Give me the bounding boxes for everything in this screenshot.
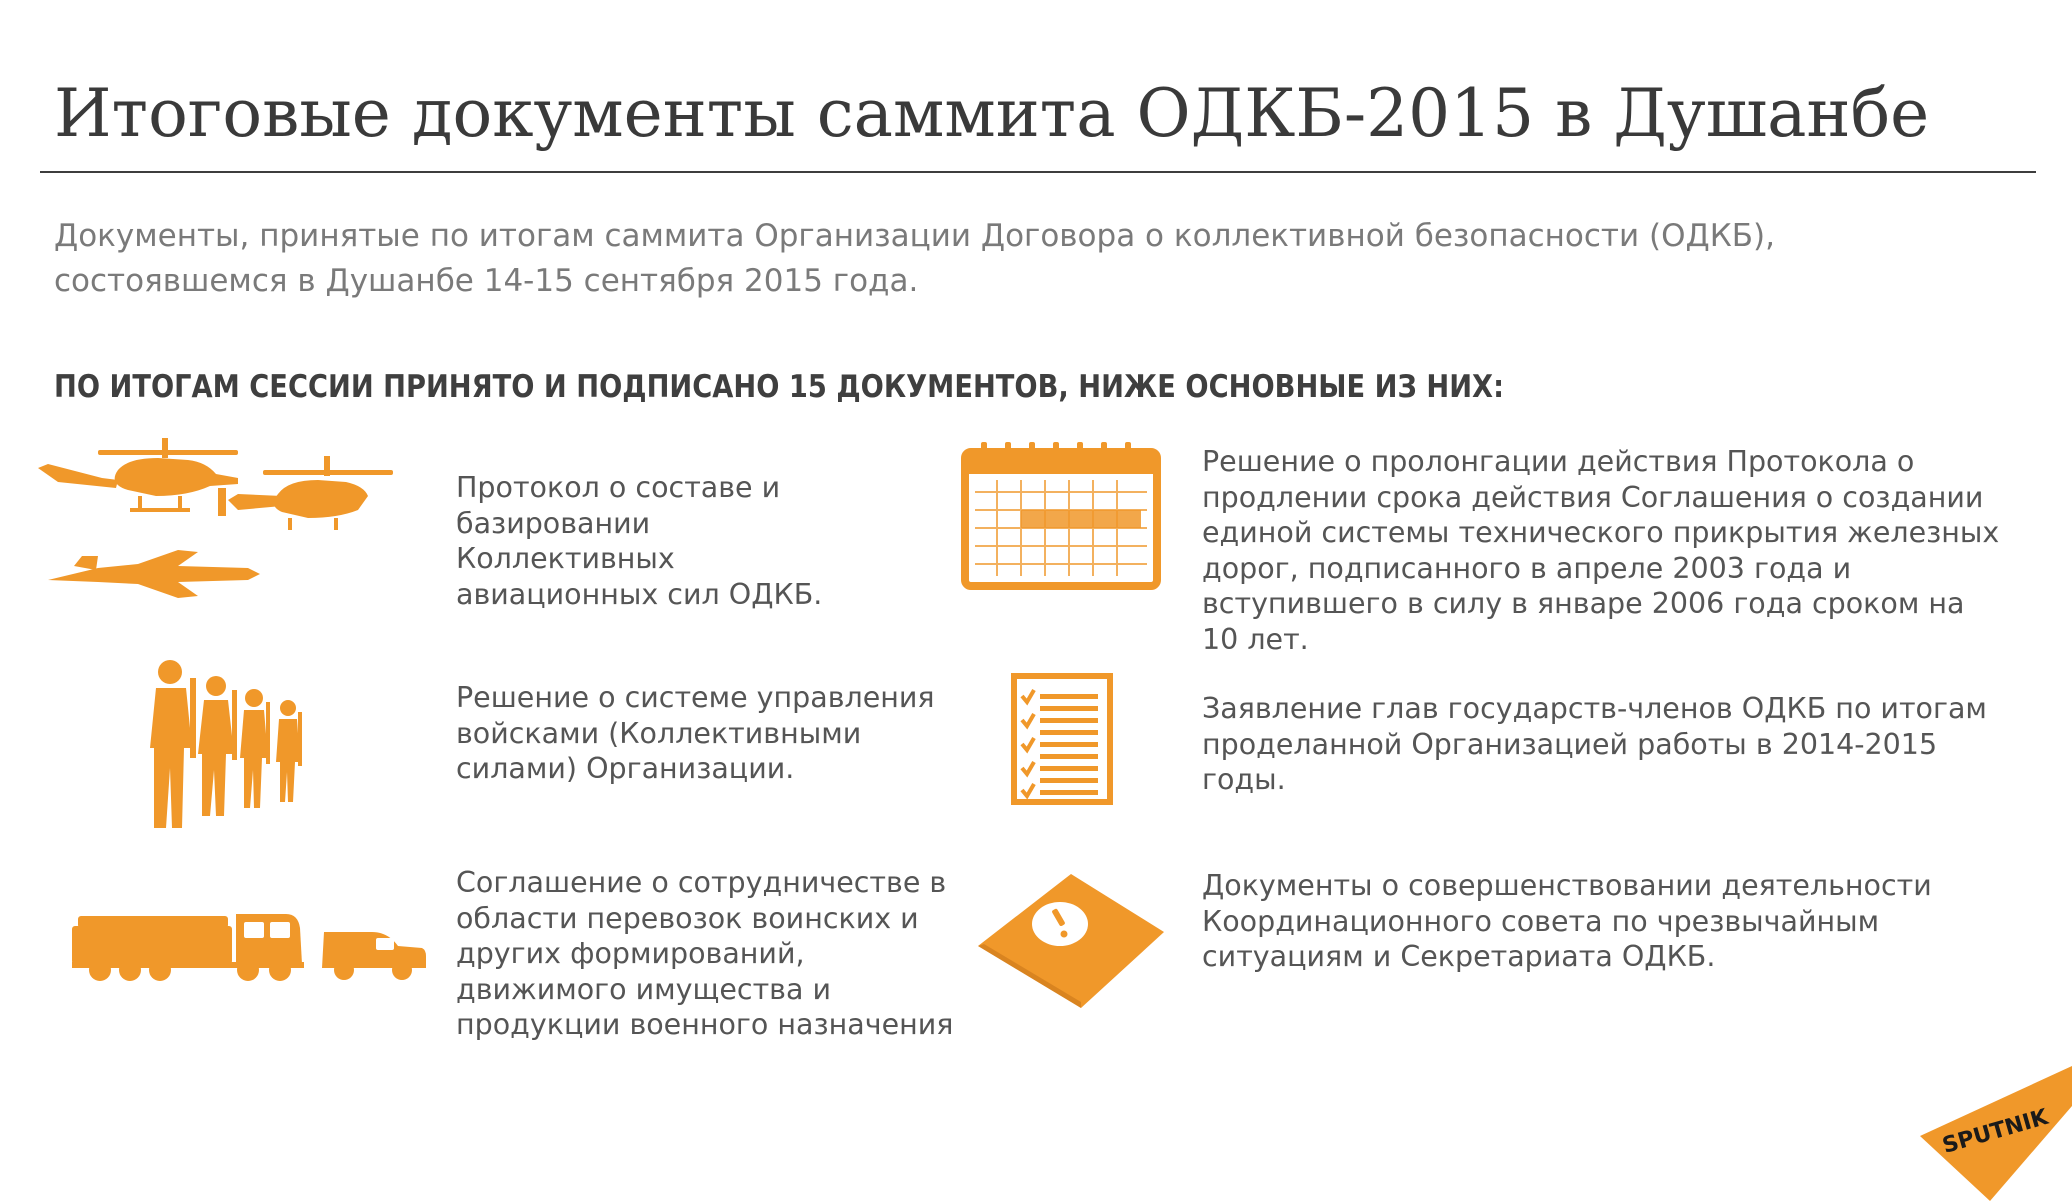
document-item-6-text: Документы о совершенствовании деятельности Координационного совета по чрезвычайным ситуациям и Секретариата ОДКБ.	[1202, 869, 1932, 973]
page-title: Итоговые документы саммита ОДКБ-2015 в Душанбе	[54, 75, 1930, 152]
document-item-1-text: Протокол о составе и базировании Коллективных авиационных сил ОДКБ.	[456, 471, 823, 611]
document-item-5-text: Соглашение о сотрудничестве в области перевозок воинских и других формирований, движимого имущества и продукции военного назначения	[456, 866, 954, 1041]
calendar-icon	[961, 442, 1161, 590]
checklist-icon	[1010, 672, 1114, 806]
aircraft-icon	[38, 430, 400, 600]
intro-text: Документы, принятые по итогам саммита Организации Договора о коллективной безопасности (ОДКБ), состоявшемся в Душанбе 14-15 сентября 2015 года.	[54, 218, 1775, 299]
document-item-3-text: Решение о системе управления войсками (Коллективными силами) Организации.	[456, 681, 935, 785]
warning-folder-icon	[976, 872, 1166, 1010]
sputnik-logo	[1900, 1066, 2072, 1201]
trucks-icon	[72, 906, 426, 982]
section-subheading: ПО ИТОГАМ СЕССИИ ПРИНЯТО И ПОДПИСАНО 15 ДОКУМЕНТОВ, НИЖЕ ОСНОВНЫЕ ИЗ НИХ:	[54, 369, 1505, 405]
sputnik-logo-text: SPUTNIK	[1939, 1104, 2051, 1159]
title-divider	[40, 171, 2036, 173]
soldiers-icon	[148, 658, 318, 834]
document-item-4-text: Заявление глав государств-членов ОДКБ по итогам проделанной Организацией работы в 2014-2015 годы.	[1202, 692, 1987, 796]
document-item-2-text: Решение о пролонгации действия Протокола о продлении срока действия Соглашения о создании единой системы технического прикрытия железных дорог, подписанного в апреле 2003 года и вступившего в силу в январе 2006 года сроком на 10 лет.	[1202, 445, 2000, 656]
